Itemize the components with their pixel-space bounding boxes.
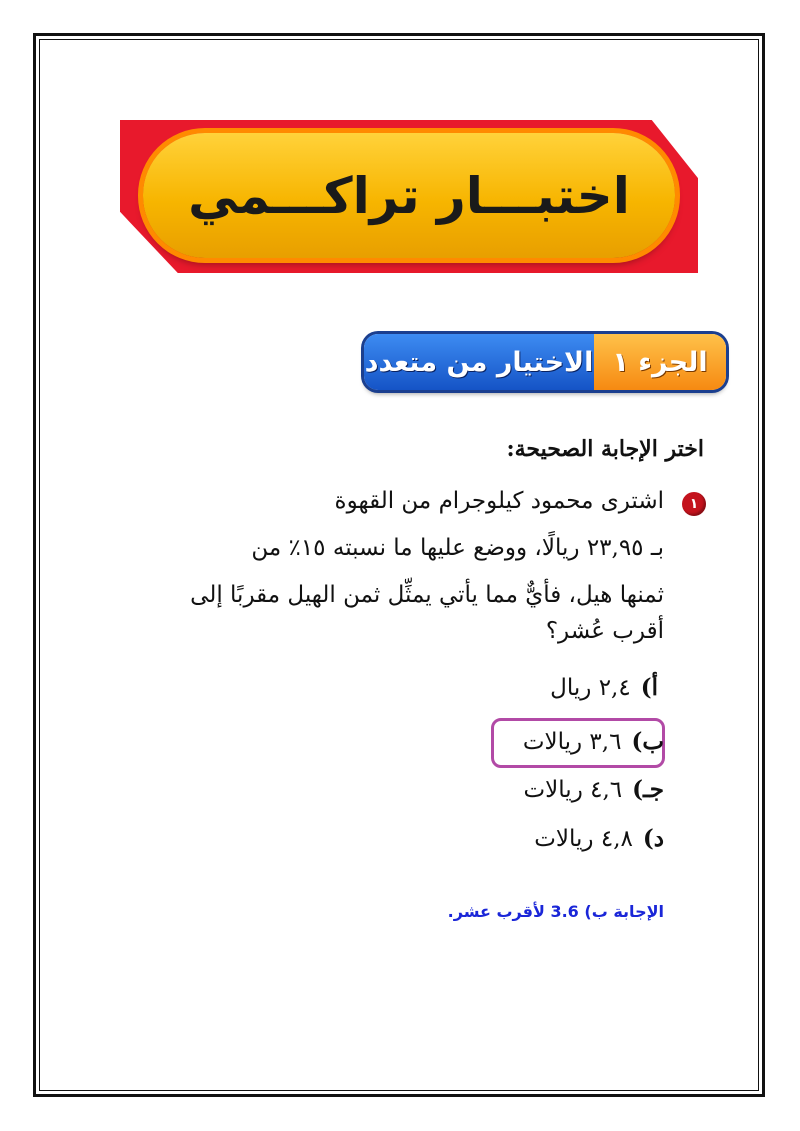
question-number-badge: ١ <box>682 492 706 516</box>
page-title: اختبـــار تراكـــمي <box>188 166 630 225</box>
choice-letter: جـ) <box>632 776 664 803</box>
choice-letter: أ) <box>640 674 658 701</box>
choice-d[interactable] <box>534 825 664 852</box>
choice-b[interactable] <box>523 728 664 755</box>
section-header <box>364 334 726 390</box>
choice-c[interactable] <box>524 776 664 803</box>
answer-text: الإجابة ب) 3.6 لأقرب عشر. <box>447 902 664 921</box>
section-part-label: الجزء ١ <box>594 334 726 390</box>
choice-letter: ب) <box>631 728 664 755</box>
question-line-1: اشترى محمود كيلوجرام من القهوة <box>334 488 664 514</box>
choice-text: ٤,٨ ريالات <box>534 825 633 852</box>
section-name: الاختيار من متعدد <box>364 334 594 390</box>
choice-text: ٢,٤ ريال <box>550 674 631 701</box>
question-line-2: بـ ٢٣,٩٥ ريالًا، ووضع عليها ما نسبته ١٥٪ من <box>251 535 664 561</box>
instruction-text: اختر الإجابة الصحيحة: <box>506 436 704 462</box>
choice-letter: د) <box>642 825 664 852</box>
choice-text: ٣,٦ ريالات <box>522 728 622 755</box>
choice-text: ٤,٦ ريالات <box>523 776 623 803</box>
question-line-4: أقرب عُشر؟ <box>545 618 664 644</box>
title-banner <box>143 133 675 258</box>
question-line-3: ثمنها هيل، فأيٌّ مما يأتي يمثِّل ثمن الهيل مقربًا إلى <box>190 582 664 608</box>
choice-a[interactable] <box>550 674 658 701</box>
